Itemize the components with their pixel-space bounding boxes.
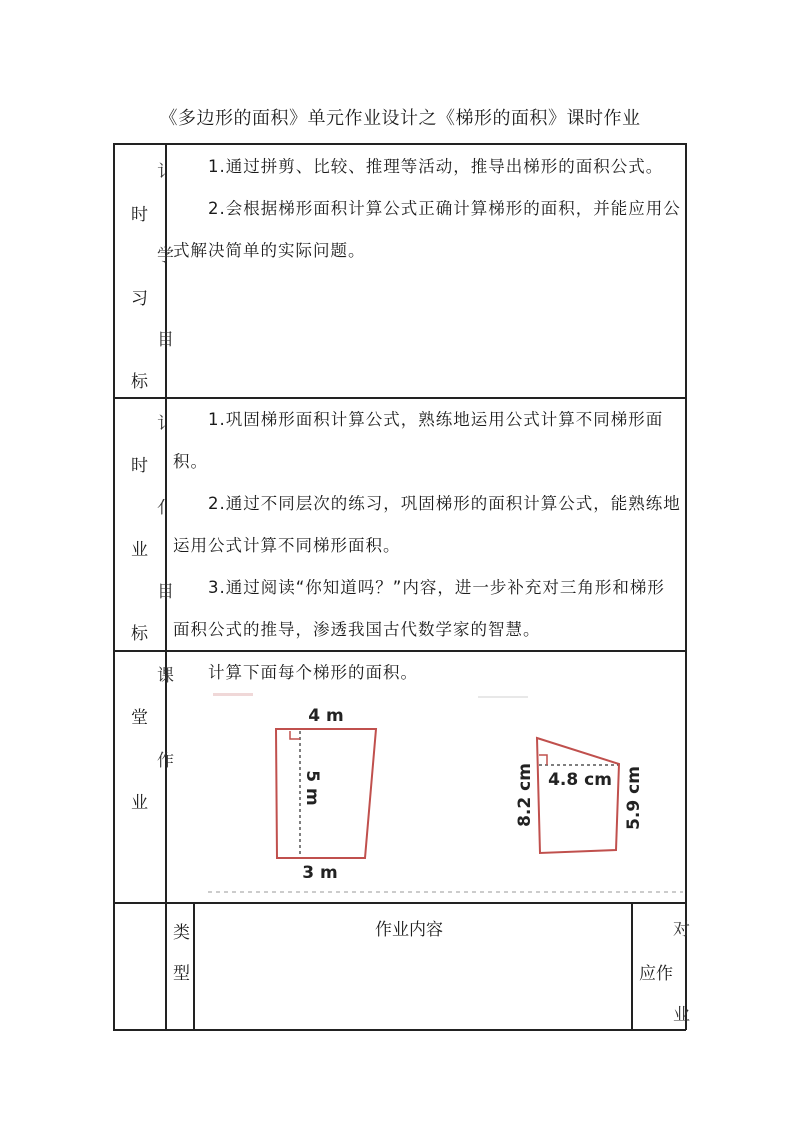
s2-label-3: 标 xyxy=(131,624,148,644)
s2-clipped-1: 讠 xyxy=(157,414,174,434)
trapezoid-2-left-label: 8.2 cm xyxy=(515,763,535,827)
trapezoid-figure-1 xyxy=(276,706,376,883)
s1-label-2: 习 xyxy=(131,289,148,309)
s2-objective-3: 3.通过阅读“你知道吗？”内容，进一步补充对三角形和梯形面积公式的推导，渗透我国古代数学家的智慧。 xyxy=(173,578,665,639)
scan-artifact-2 xyxy=(478,696,528,698)
s4-right-text: 应作 xyxy=(639,964,673,984)
table-border-top xyxy=(113,143,686,145)
trapezoid-1-height-label: 5 m xyxy=(302,770,322,806)
s3-clipped-2: 作 xyxy=(157,751,174,771)
col-divider-s3 xyxy=(165,650,167,902)
trapezoid-2-right-angle xyxy=(539,755,547,765)
col-divider-s4-c xyxy=(631,902,633,1029)
table-border-left xyxy=(113,143,115,1030)
s2-label-1: 时 xyxy=(131,456,148,476)
s1-label-3: 标 xyxy=(131,372,148,392)
col-divider-s4-a xyxy=(165,902,167,1029)
trapezoid-1-top-label: 4 m xyxy=(308,706,344,726)
s2-label-2: 业 xyxy=(131,540,148,560)
scan-artifact-1 xyxy=(213,693,253,696)
trapezoid-figures xyxy=(208,693,683,898)
s3-label-2: 业 xyxy=(131,793,148,813)
table-border-bottom xyxy=(113,1029,686,1031)
s4-right-clipped-1: 对 xyxy=(673,920,690,940)
s3-instruction: 计算下面每个梯形的面积。 xyxy=(208,663,418,682)
trapezoid-2-shape xyxy=(537,738,619,853)
s4-type-char-1: 类 xyxy=(173,923,190,943)
s1-clipped-2: 学 xyxy=(157,246,174,266)
col-divider-s4-b xyxy=(193,902,195,1029)
table-border-right xyxy=(685,143,687,1030)
trapezoid-1-right-angle xyxy=(290,731,300,739)
col-divider-s2 xyxy=(165,397,167,650)
s2-clipped-3: 目 xyxy=(157,582,174,602)
s1-objective-1: 1.通过拼剪、比较、推理等活动，推导出梯形的面积公式。 xyxy=(208,157,664,176)
page-title: 《多边形的面积》单元作业设计之《梯形的面积》课时作业 xyxy=(159,108,641,129)
trapezoid-1-bottom-label: 3 m xyxy=(302,863,338,883)
s2-clipped-2: 亻 xyxy=(157,498,174,518)
s1-label-1: 时 xyxy=(131,205,148,225)
trapezoid-2-top-label: 4.8 cm xyxy=(548,770,612,790)
trapezoid-1-shape xyxy=(276,729,376,858)
s4-content-header: 作业内容 xyxy=(375,920,443,940)
s2-objective-1: 1.巩固梯形面积计算公式，熟练地运用公式计算不同梯形面积。 xyxy=(173,410,664,471)
s2-objective-2: 2.通过不同层次的练习，巩固梯形的面积计算公式，能熟练地运用公式计算不同梯形面积。 xyxy=(173,494,681,555)
s4-type-char-2: 型 xyxy=(173,964,190,984)
row-divider-3 xyxy=(113,902,686,904)
s1-clipped-1: 讠 xyxy=(157,162,174,182)
s4-right-clipped-2: 业 xyxy=(673,1005,690,1025)
s1-objective-2: 2.会根据梯形面积计算公式正确计算梯形的面积，并能应用公式解决简单的实际问题。 xyxy=(173,199,681,260)
homework-table xyxy=(113,143,690,1030)
s1-clipped-3: 目 xyxy=(157,330,174,350)
trapezoid-2-right-label: 5.9 cm xyxy=(624,766,644,830)
s3-label-1: 堂 xyxy=(131,708,148,728)
s3-clipped-1: 课 xyxy=(157,666,174,686)
trapezoid-figure-2 xyxy=(515,738,644,853)
